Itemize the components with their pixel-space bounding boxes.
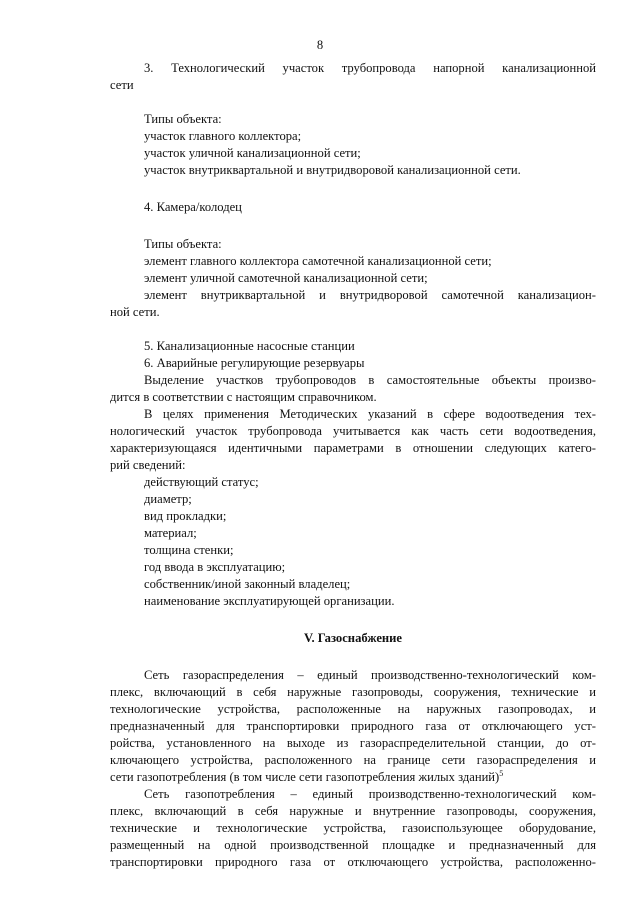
paragraph-line: транспортировки природного газа от отключающего устройства, расположенно- (110, 855, 596, 869)
item-5: 5. Канализационные насосные станции (144, 339, 355, 353)
paragraph-line: Сеть газораспределения – единый производственно-технологический ком- (144, 668, 596, 682)
item-6: 6. Аварийные регулирующие резервуары (144, 356, 365, 370)
list-item: элемент главного коллектора самотечной канализационной сети; (144, 254, 492, 268)
page-number: 8 (316, 38, 324, 52)
paragraph-line: плекс, включающий в себя наружные и внутренние газопроводы, сооружения, (110, 804, 596, 818)
paragraph-text: сети газопотребления (в том числе сети газопотребления жилых зданий) (110, 770, 500, 784)
paragraph-line: В целях применения Методических указаний в сфере водоотведения тех- (144, 407, 596, 421)
paragraph-line: размещенный на одной производственной площадке и предназначенный для (110, 838, 596, 852)
attribute-item: материал; (144, 526, 197, 540)
paragraph-line: характеризующаяся идентичными параметрами в отношении следующих катего- (110, 441, 596, 455)
attribute-item: собственник/иной законный владелец; (144, 577, 351, 591)
attribute-item: год ввода в эксплуатацию; (144, 560, 286, 574)
paragraph-line: ключающего устройства, расположенного на границе сети газораспределения и (110, 753, 596, 767)
paragraph-line: предназначенный для транспортировки природного газа от отключающего уст- (110, 719, 596, 733)
item-3-line: 3. Технологический участок трубопровода напорной канализационной (144, 61, 596, 75)
item-4: 4. Камера/колодец (144, 200, 242, 214)
list-item-continuation: ной сети. (110, 305, 160, 319)
attribute-item: действующий статус; (144, 475, 259, 489)
paragraph-line: дится в соответствии с настоящим справочником. (110, 390, 377, 404)
list-item: элемент уличной самотечной канализационной сети; (144, 271, 428, 285)
attribute-item: вид прокладки; (144, 509, 227, 523)
types-label: Типы объекта: (144, 237, 222, 251)
paragraph-line: Сеть газопотребления – единый производственно-технологический ком- (144, 787, 596, 801)
list-item: участок уличной канализационной сети; (144, 146, 361, 160)
footnote-reference[interactable]: 5 (499, 768, 504, 778)
attribute-item: толщина стенки; (144, 543, 234, 557)
paragraph-line: нологический участок трубопровода учитывается как часть сети водоотведения, (110, 424, 596, 438)
paragraph-line (110, 769, 596, 786)
paragraph-line: Выделение участков трубопроводов в самостоятельные объекты произво- (144, 373, 596, 387)
page-content (110, 60, 596, 871)
paragraph-line: ройства, установленного на выходе из газораспределительной станции, до от- (110, 736, 596, 750)
list-item: элемент внутриквартальной и внутридворовой самотечной канализацион- (144, 288, 596, 302)
list-item: участок главного коллектора; (144, 129, 302, 143)
attribute-item: диаметр; (144, 492, 192, 506)
paragraph-line: плекс, включающий в себя наружные газопроводы, сооружения, технические и (110, 685, 596, 699)
paragraph-line: технические и технологические устройства, газоиспользующее оборудование, (110, 821, 596, 835)
paragraph-line: технологические устройства, расположенные на наружных газопроводах, и (110, 702, 596, 716)
types-label: Типы объекта: (144, 112, 222, 126)
paragraph-line: рий сведений: (110, 458, 186, 472)
item-3-continuation: сети (110, 78, 134, 92)
section-heading: V. Газоснабжение (303, 631, 403, 645)
attribute-item: наименование эксплуатирующей организации. (144, 594, 395, 608)
list-item: участок внутриквартальной и внутридворовой канализационной сети. (144, 163, 521, 177)
